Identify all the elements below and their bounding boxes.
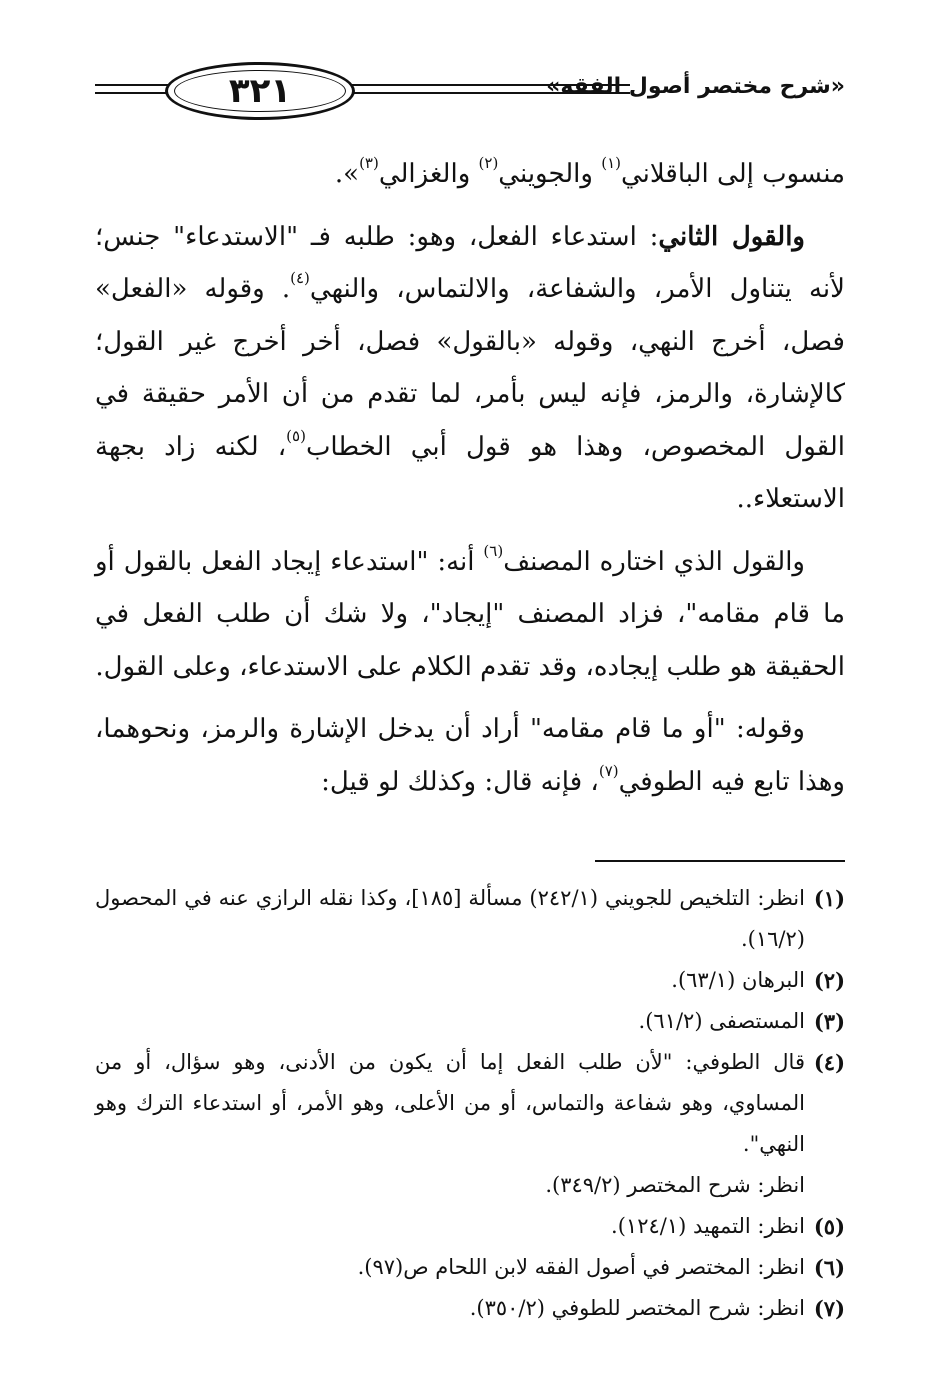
text: وقوله: "أو ما قام مقامه" أراد أن يدخل الإشارة والرمز، ونحوهما، وهذا تابع فيه الطوفي — [95, 714, 845, 797]
footnote-ref: (٥) — [286, 426, 306, 445]
footnote-ref: (٦) — [483, 541, 504, 560]
footnote-3 — [95, 1001, 845, 1042]
paragraph-4 — [95, 703, 845, 808]
paragraph-2 — [95, 211, 845, 526]
footnote-ref: (٢) — [478, 154, 499, 172]
footnote-text: انظر: التلخيص للجويني (٢٤٢/١) مسألة [١٨٥]، وكذا نقله الرازي عنه في المحصول (١٦/٢). — [95, 886, 805, 951]
footnote-4-continuation: انظر: شرح المختصر (٣٤٩/٢). — [545, 1173, 805, 1197]
text: والجويني — [498, 159, 602, 189]
footnote-number: (٤) — [813, 1050, 845, 1075]
text: ». — [334, 159, 360, 189]
footnote-ref: (٤) — [290, 269, 310, 287]
footnote-text: قال الطوفي: "لأن طلب الفعل إما أن يكون من الأدنى، وهو سؤال، أو من المساوي، وهو شفاعة والتماس، أو من الأعلى، وهو الأمر، أو استدعاء الترك وهو النهي". — [95, 1050, 805, 1156]
footnote-text: انظر: التمهيد (١٢٤/١). — [611, 1214, 805, 1238]
footnote-number: (٢) — [813, 968, 845, 993]
book-title: «شرح مختصر أصول الفقه» — [546, 74, 845, 99]
text: منسوب إلى الباقلاني — [621, 159, 845, 189]
paragraph-1 — [95, 148, 845, 201]
text: والقول الذي اختاره المصنف — [503, 546, 805, 577]
text: والغزالي — [378, 159, 479, 189]
footnotes — [95, 878, 845, 1329]
footnote-5 — [95, 1206, 845, 1247]
paragraph-3 — [95, 536, 845, 694]
footnote-text: انظر: المختصر في أصول الفقه لابن اللحام ص(٩٧). — [357, 1255, 805, 1279]
header-rule-left — [95, 84, 175, 86]
footnote-number: (٣) — [813, 1009, 845, 1034]
footnote-number: (١) — [813, 886, 845, 911]
footnote-ref: (١) — [601, 154, 622, 172]
page-number-oval — [165, 62, 355, 120]
footnote-1 — [95, 878, 845, 960]
footnote-number: (٧) — [813, 1296, 845, 1321]
main-text — [95, 148, 845, 818]
footnote-4 — [95, 1042, 845, 1165]
footnote-text: المستصفى (٦١/٢). — [638, 1009, 805, 1033]
footnote-number: (٥) — [813, 1214, 845, 1239]
text: أنه: "استدعاء إيجاد الفعل بالقول أو ما قام مقامه"، فزاد المصنف "إيجاد"، ولا شك أن طلب الفعل في الحقيقة هو طلب إيجاده، وقد تقدم الكلام على الاستدعاء، وعلى القول. — [95, 546, 845, 682]
text: ، فإنه قال: وكذلك لو قيل: — [321, 766, 599, 797]
page-header — [95, 62, 845, 122]
footnote-text: البرهان (٦٣/١). — [671, 968, 805, 992]
footnote-ref: (٣) — [359, 154, 379, 172]
heading-term: والقول الثاني — [658, 221, 805, 252]
footnote-2 — [95, 960, 845, 1001]
footnote-ref: (٧) — [598, 761, 619, 780]
footnote-7 — [95, 1288, 845, 1329]
footnote-number: (٦) — [813, 1255, 845, 1280]
footnote-6 — [95, 1247, 845, 1288]
footnote-text: انظر: شرح المختصر للطوفي (٣٥٠/٢). — [469, 1296, 805, 1320]
text: ، لكنه زاد بجهة الاستعلاء.. — [95, 431, 845, 514]
text: . وقوله «الفعل» فصل، أخرج النهي، وقوله «بالقول» فصل، أخر أخرج غير القول؛ كالإشارة، والرمز، فإنه ليس بأمر، لما تقدم من أن الأمر حقيقة في القول المخصوص، وهذا هو قول أبي الخطاب — [95, 274, 845, 462]
text: : استدعاء الفعل، وهو: طلبه فـ "الاستدعاء" جنس؛ لأنه يتناول الأمر، والشفاعة، والالتماس، والنهي — [95, 221, 845, 304]
footnote-separator — [595, 860, 845, 862]
page-number: ٣٢١ — [228, 71, 292, 111]
header-rule-left-2 — [95, 92, 175, 94]
